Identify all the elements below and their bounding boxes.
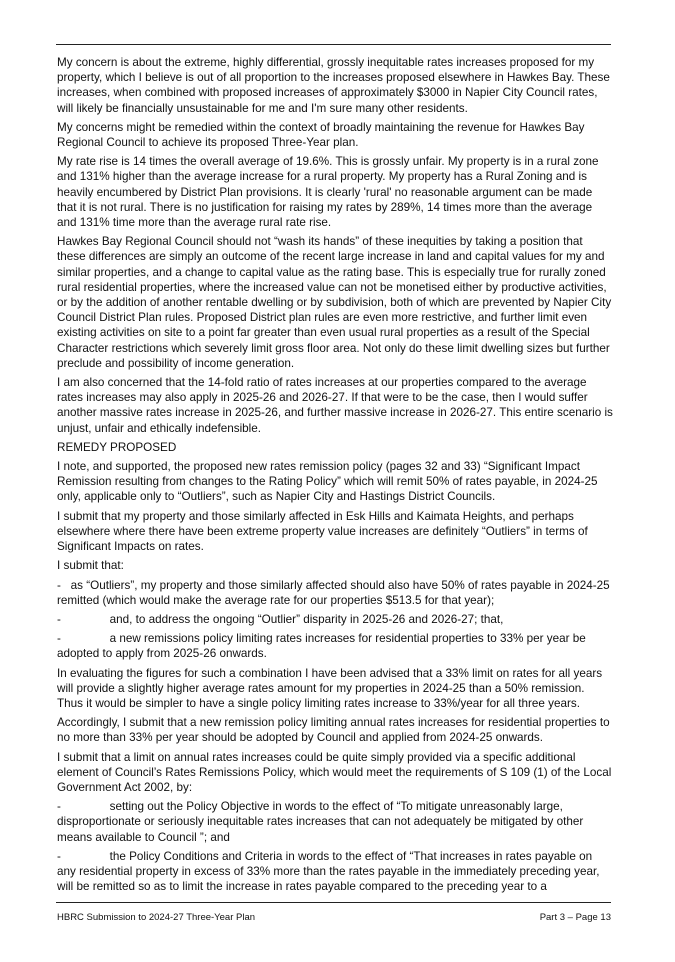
paragraph-rate-rise: My rate rise is 14 times the overall average of 19.6%. This is grossly unfair. My property is in a rural zone and 131% higher than the average increase for a rural property. My property has a Rural Zoning and is heavily encumbered by District Plan provisions. It is clearly 'rural' no reasonable argument can be made that it is not rural. There is no justification for raising my rates by 289%, 14 times more than the average and 131% time more than the average rural rate rise.: [57, 155, 599, 230]
list-item-disparity: - and, to address the ongoing “Outlier” disparity in 2025-26 and 2026-27; that,: [57, 612, 504, 626]
top-divider: [56, 44, 611, 45]
paragraph-remedy-context: My concerns might be remedied within the context of broadly maintaining the revenue for Hawkes Bay Regional Council to achieve its proposed Three-Year plan.: [57, 120, 585, 150]
bottom-divider: [56, 902, 611, 903]
section-heading-remedy: REMEDY PROPOSED: [57, 440, 177, 454]
page-footer: [57, 912, 611, 923]
paragraph-future-increases: I am also concerned that the 14-fold ratio of rates increases at our properties compared to the average rates increases may also apply in 2025-26 and 2026-27. If that were to be the case, then I would suffer another massive rates increase in 2025-26, and further massive increase in 2026-27. This entire scenario is unjust, unfair and ethically indefensible.: [57, 376, 613, 435]
paragraph-outliers: I submit that my property and those similarly affected in Esk Hills and Kaimata Heights, and perhaps elsewhere where there have been extreme property value increases are definitely “Outliers” in terms of Significant Impacts on rates.: [57, 509, 588, 554]
list-item-policy-objective: - setting out the Policy Objective in words to the effect of “To mitigate unreasonably large, disproportionate or seriously inequitable rates increases that can not adequately be mitigated by other means available to Council ”; and: [57, 800, 587, 844]
paragraph-accordingly: Accordingly, I submit that a new remission policy limiting annual rates increases for residential properties to no more than 33% per year should be adopted by Council and applied from 2024-25 onwards.: [57, 716, 610, 745]
paragraph-submit-intro: I submit that:: [57, 559, 124, 573]
list-item-policy-conditions: - the Policy Conditions and Criteria in words to the effect of “That increases in rates payable on any residential property in excess of 33% more than the rates payable in the immediately preceding year, will be remitted so as to limit the increase in rates payable compared to the preceding year to a: [57, 849, 603, 894]
paragraph-evaluation: In evaluating the figures for such a combination I have been advised that a 33% limit on rates for all years will provide a slightly higher average rates amount for my properties in 2024-25 than a 50% remission. Thus it would be simpler to have a single policy limiting rates increase to 33%/year for all three years.: [57, 666, 603, 710]
paragraph-concern: My concern is about the extreme, highly differential, grossly inequitable rates increases proposed for my property, which I believe is out of all proportion to the increases proposed elsewhere in Hawkes Bay. These increases, when combined with proposed increases of approximately $3000 in Napier City Council rates, will likely be financially unsustainable for me and I'm sure many other residents.: [57, 56, 610, 115]
paragraph-remission-policy: I note, and supported, the proposed new rates remission policy (pages 32 and 33) “Significant Impact Remission resulting from changes to the Rating Policy” which will remit 50% of rates payable, in 2024-25 only, applicable only to “Outliers”, such as Napier City and Hastings District Councils.: [57, 460, 598, 504]
footer-page-number: Part 3 – Page 13: [539, 912, 611, 923]
footer-document-title: HBRC Submission to 2024-27 Three-Year Plan: [57, 912, 256, 923]
list-item-new-policy: - a new remissions policy limiting rates increases for residential properties to 33% per year be adopted to apply from 2025-26 onwards.: [57, 632, 590, 661]
paragraph-inequities: Hawkes Bay Regional Council should not “wash its hands” of these inequities by taking a position that these differences are simply an outcome of the recent large increase in land and capital values for my and similar properties, and a change to capital value as the rating base. This is especially true for rurally zoned rural residential properties, where the increased value can not be monetised either by productive activities, or by the addition of another rentable dwelling or by subdivision, both of which are prevented by Napier City Council District Plan rules. Proposed District plan rules are even more restrictive, and further limit even existing activities on site to a point far greater than even usual rural properties as a result of the Special Character restrictions which severely limit gross floor area. Not only do these limit dwelling sizes but further preclude and possibility of income generation.: [57, 235, 612, 370]
list-item-outliers: - as “Outliers”, my property and those similarly affected should also have 50% of rates payable in 2024-25 remitted (which would make the average rate for our properties $513.5 for that year);: [57, 578, 613, 607]
paragraph-limit-provision: I submit that a limit on annual rates increases could be quite simply provided via a specific additional element of Council’s Rates Remissions Policy, which would meet the requirements of S 109 (1) of the Local Government Act 2002, by:: [57, 750, 612, 794]
body-text: [57, 55, 613, 898]
